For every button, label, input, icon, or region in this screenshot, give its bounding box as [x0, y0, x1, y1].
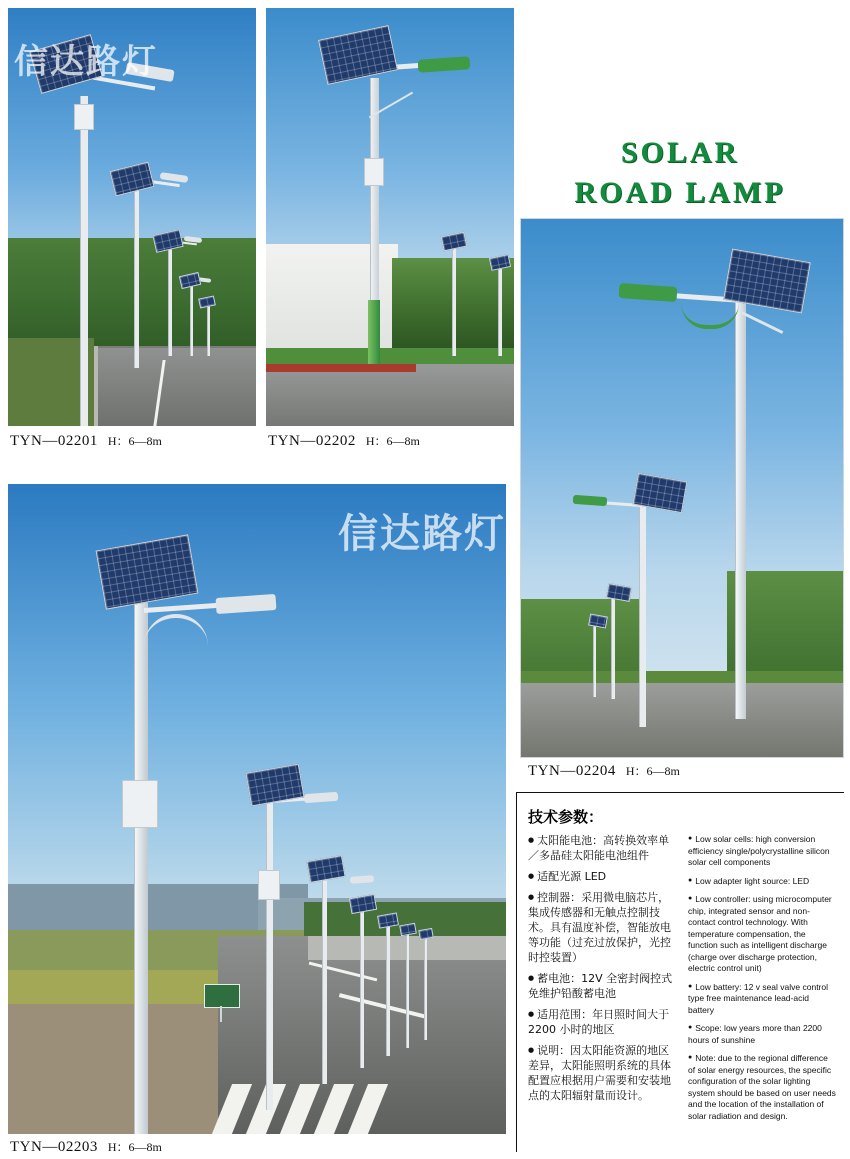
road-sign [204, 984, 240, 1008]
spec-en-item: ● Low adapter light source: LED [688, 875, 836, 888]
spec-en-item: ● Scope: low years more than 2200 hours of sunshine [688, 1022, 836, 1046]
spec-cn-item: ● 太阳能电池：高转换效率单／多晶硅太阳能电池组件 [528, 833, 678, 863]
caption-tyn-02202 [268, 432, 420, 450]
model-code: TYN—02203 [10, 1139, 98, 1155]
lamp-pole [735, 277, 746, 719]
photo-tyn-02201 [8, 8, 256, 426]
battery-box [364, 158, 384, 186]
lamp-pole [322, 874, 327, 1084]
spec-columns [528, 833, 840, 1128]
pole-base-green [368, 300, 380, 364]
model-height: H：6—8m [625, 764, 680, 778]
watermark: 信达路灯 [14, 43, 158, 81]
lamp-pole [498, 266, 502, 356]
road-sign-post [220, 1006, 222, 1022]
model-code: TYN—02201 [10, 433, 98, 449]
spec-divider-vertical [516, 792, 517, 1152]
lamp-pole [386, 924, 390, 1056]
spec-en-item: ● Note: due to the regional difference of solar energy resources, the specific configuration of the solar lighting system should be based on user needs and the location of the installation of solar radiation and design. [688, 1052, 836, 1122]
lamp-pole [190, 284, 193, 356]
spec-cn-item: ● 说明：因太阳能资源的地区差异，太阳能照明系统的具体配置应根据用户需要和安装地点的太阳辐射量而设计。 [528, 1043, 678, 1103]
lamp-pole [639, 491, 646, 727]
road-surface [94, 348, 256, 426]
title-line-1: SOLAR [620, 136, 740, 169]
battery-box [74, 104, 94, 130]
spec-heading: 技术参数： [528, 808, 604, 826]
red-kerb [266, 364, 416, 372]
lamp-pole [593, 623, 596, 697]
model-height: H：6—8m [365, 434, 420, 448]
photo-tyn-02204 [520, 218, 844, 758]
spec-cn-item: ● 控制器：采用微电脑芯片，集成传感器和无触点控制技术。具有温度补偿，智能放电等功能（过充过放保护，光控时控装置） [528, 890, 678, 965]
lamp-pole [266, 790, 273, 1110]
lamp-pole [80, 96, 88, 426]
lamp-pole [134, 592, 148, 1134]
title-line-2: ROAD LAMP [574, 176, 786, 209]
lamp-pole [168, 246, 172, 356]
spec-cn-item: ● 蓄电池：12V 全密封阀控式免维护铅酸蓄电池 [528, 971, 678, 1001]
spec-english-column [688, 833, 836, 1128]
battery-box [258, 870, 280, 900]
lamp-pole [611, 595, 615, 699]
model-height: H：6—8m [107, 434, 162, 448]
lamp-pole [207, 304, 210, 356]
lamp-pole [452, 244, 456, 356]
lamp-pole [406, 932, 409, 1048]
spec-cn-item: ● 适用范围：年日照时间大于 2200 小时的地区 [528, 1007, 678, 1037]
grass-strip [521, 671, 843, 683]
spec-divider-horizontal [516, 792, 844, 793]
road-surface [521, 679, 843, 757]
page-title [520, 136, 840, 210]
watermark: 信达路灯 [338, 512, 506, 556]
photo-tyn-02202 [266, 8, 514, 426]
lamp-pole [134, 188, 139, 368]
model-code: TYN—02204 [528, 763, 616, 779]
lamp-pole [424, 936, 427, 1040]
caption-tyn-02204 [528, 762, 680, 780]
caption-tyn-02201 [10, 432, 162, 450]
spec-en-item: ● Low battery: 12 v seal valve control type free maintenance lead-acid battery [688, 981, 836, 1017]
lamp-pole [360, 908, 364, 1068]
spec-en-item: ● Low controller: using microcomputer chip, integrated sensor and non-contact control technology. With temperature compensation, the function such as intelligent discharge (charge over discharge protection, electric control unit) [688, 893, 836, 975]
model-height: H：6—8m [107, 1140, 162, 1154]
battery-box [122, 780, 158, 828]
spec-en-item: ● Low solar cells: high conversion efficiency single/polycrystalline silicon solar cell components [688, 833, 836, 869]
caption-tyn-02203 [10, 1138, 162, 1156]
model-code: TYN—02202 [268, 433, 356, 449]
photo-tyn-02203 [8, 484, 506, 1134]
green-median [266, 348, 514, 364]
spec-chinese-column [528, 833, 678, 1128]
spec-cn-item: ● 适配光源 LED [528, 869, 678, 884]
tech-spec-block [528, 806, 840, 1128]
